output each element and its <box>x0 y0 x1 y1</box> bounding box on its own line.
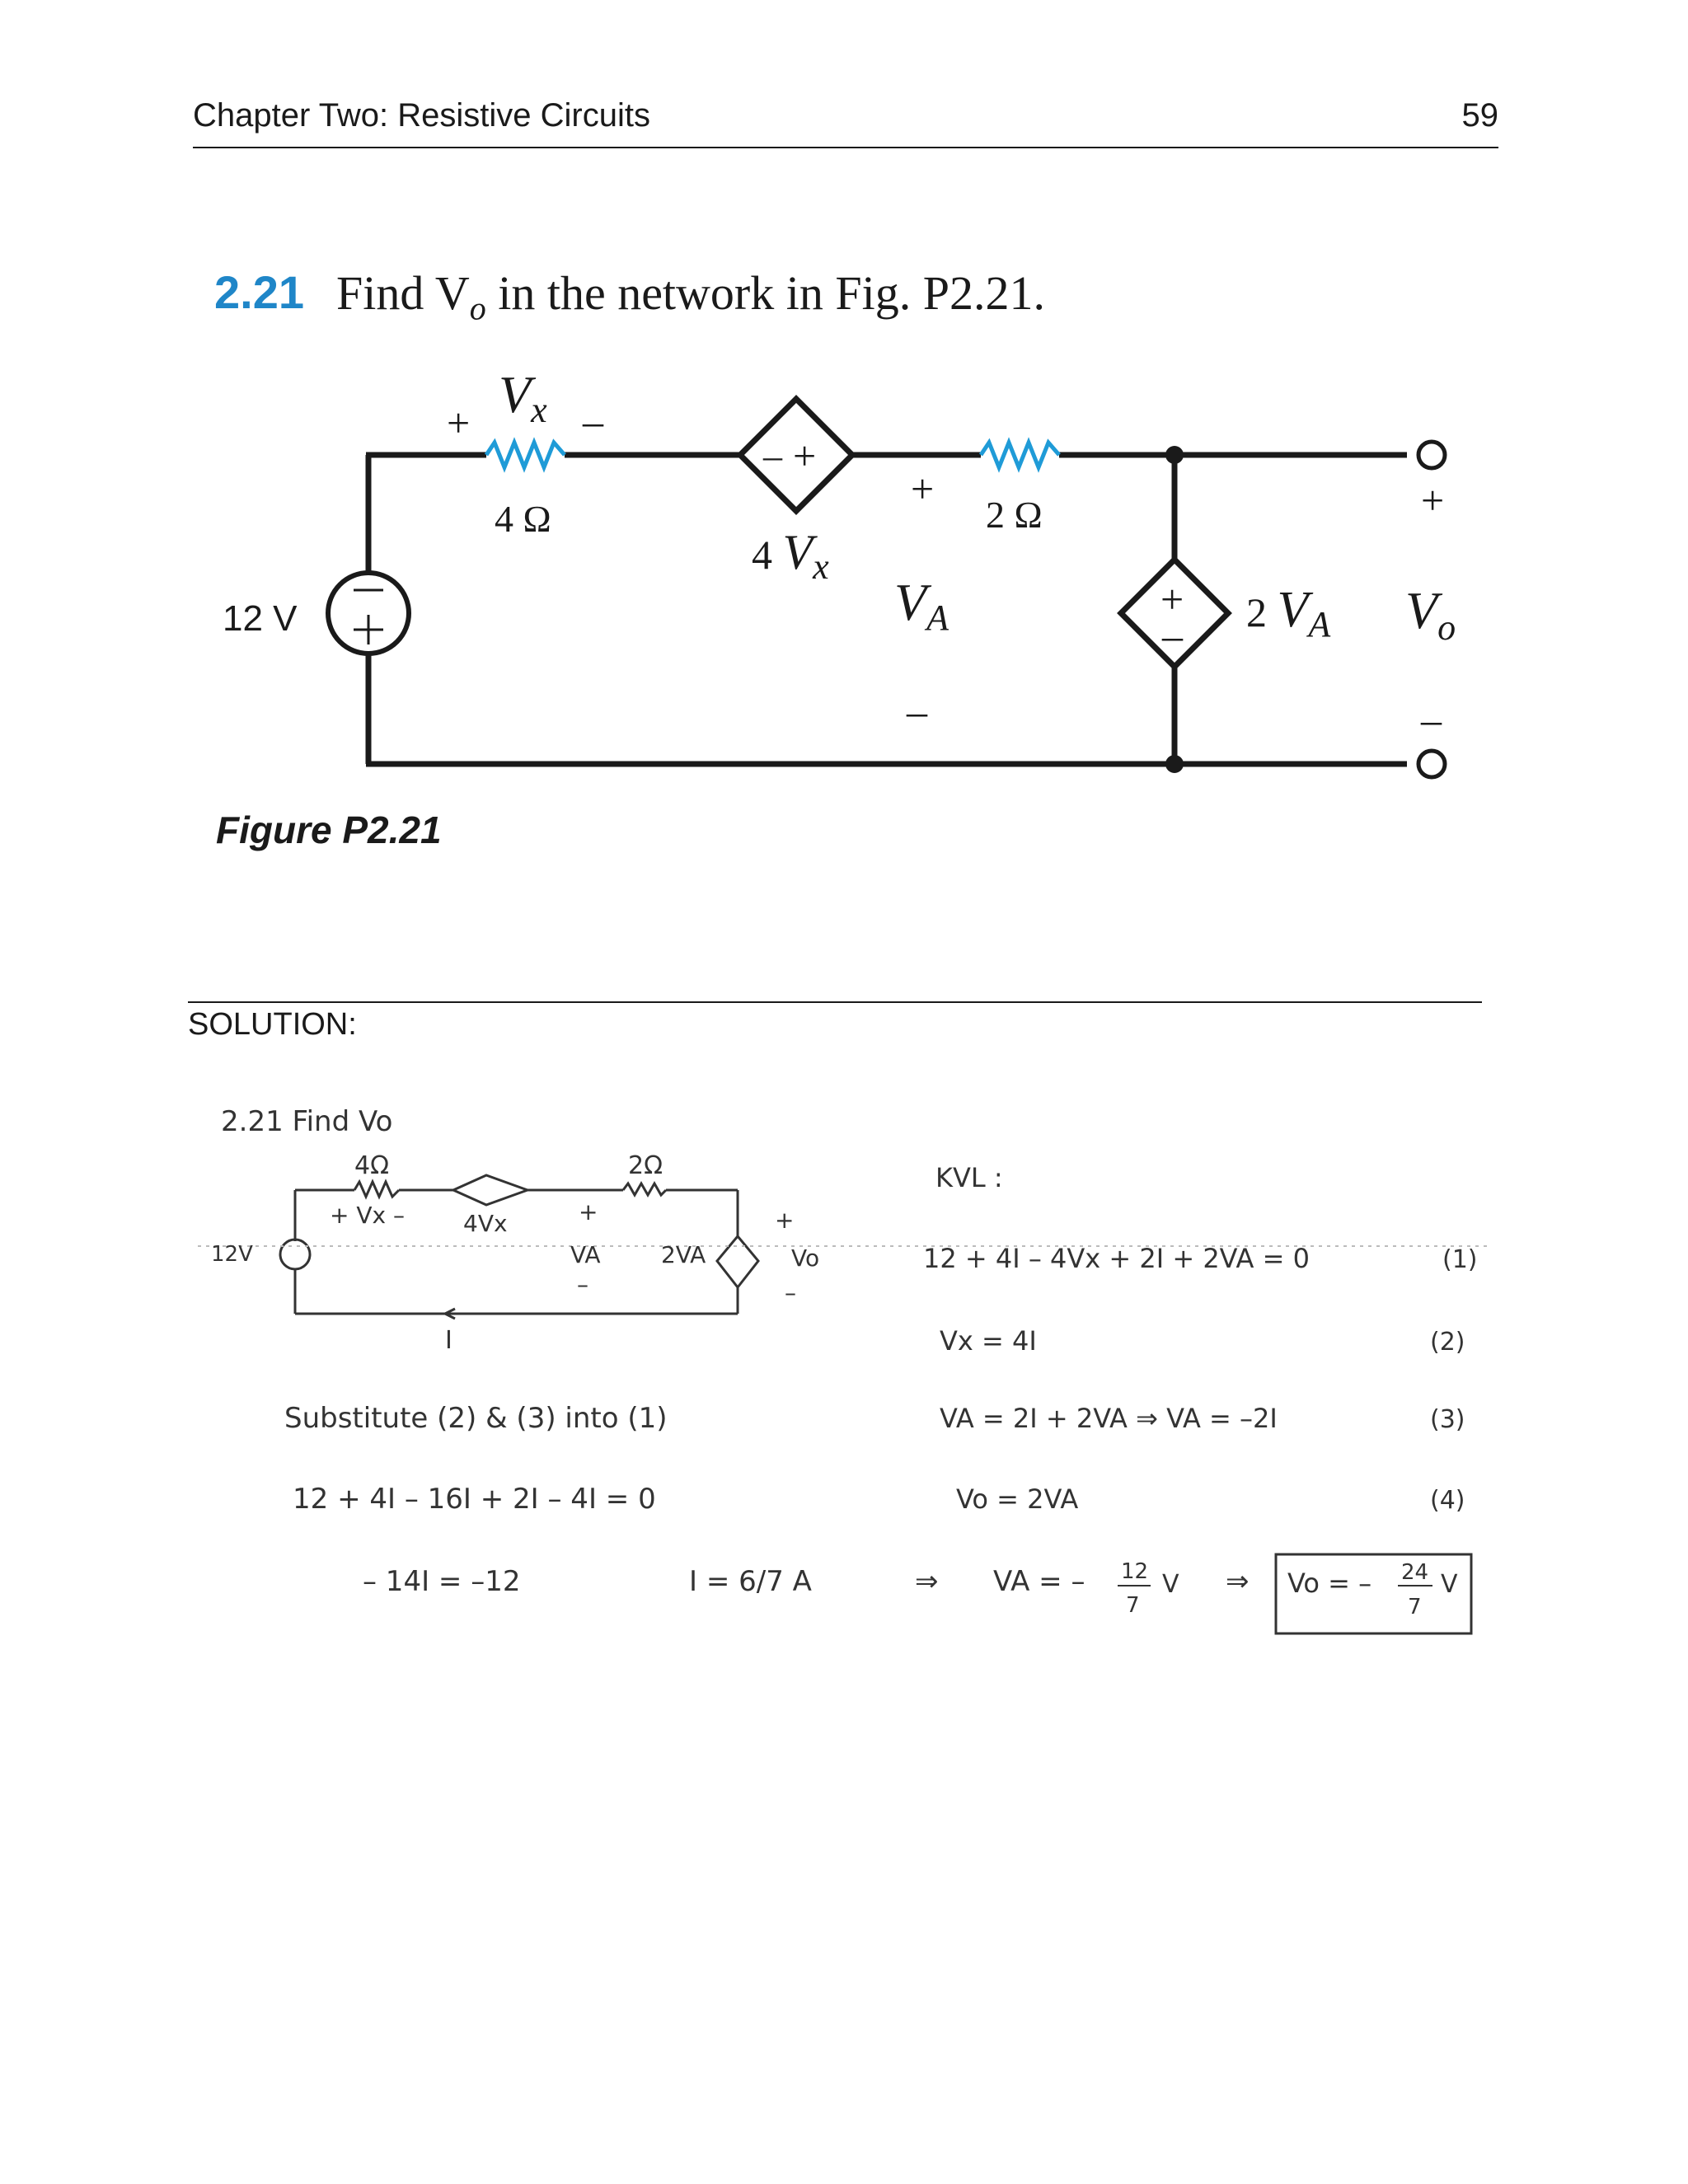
vx-label: Vx <box>499 365 547 430</box>
solution-label: SOLUTION: <box>188 1007 357 1042</box>
final-answer-prefix: Vo = – <box>1287 1568 1372 1599</box>
arrow-2: ⇒ <box>1226 1565 1250 1598</box>
resistor2-value: 2 Ω <box>986 494 1043 536</box>
va-result-numerator: 12 <box>1121 1559 1149 1584</box>
sketch-r1: 4Ω <box>354 1151 390 1180</box>
terminal-top <box>1418 442 1445 468</box>
resistor-4-ohm <box>486 443 565 467</box>
node-bottom <box>1165 755 1184 773</box>
figure-caption: Figure P2.21 <box>216 808 442 851</box>
resistor1-value: 4 Ω <box>495 498 551 540</box>
final-answer-denominator: 7 <box>1408 1595 1422 1619</box>
vo-label: $V_o$ <box>1405 581 1456 648</box>
work-line-2: – 14I = –12 <box>363 1565 521 1598</box>
va-label: VA <box>894 573 949 638</box>
node-top <box>1165 446 1184 464</box>
va-minus: – <box>907 688 927 734</box>
current-result: I = 6/7 A <box>689 1565 812 1598</box>
va-result-prefix: VA = – <box>993 1565 1085 1598</box>
vx-plus: + <box>447 400 471 446</box>
dep2-sign-top: + <box>1160 576 1184 622</box>
dep2-sign-bottom: – <box>1162 612 1183 658</box>
sketch-source: 12V <box>211 1242 253 1267</box>
vo-minus: – <box>1421 696 1442 743</box>
substitute-note: Substitute (2) & (3) into (1) <box>284 1402 668 1435</box>
sketch-dep2: 2VA <box>661 1241 706 1268</box>
sketch-vo-plus: + <box>775 1207 795 1234</box>
work-line-1: 12 + 4I – 16I + 2I – 4I = 0 <box>293 1483 656 1516</box>
sketch-va-minus: – <box>577 1271 588 1298</box>
terminal-bottom <box>1418 751 1445 777</box>
circuit-diagram <box>0 0 1688 824</box>
sketch-r2: 2Ω <box>628 1151 663 1180</box>
equation-3-num: (3) <box>1430 1405 1465 1434</box>
equation-2-num: (2) <box>1430 1328 1465 1357</box>
page-number: 59 <box>1461 97 1498 134</box>
problem-number: 2.21 <box>214 266 304 318</box>
chapter-title: Chapter Two: Resistive Circuits <box>193 97 650 134</box>
sketch-dep1: 4Vx <box>463 1210 508 1237</box>
equation-4: Vo = 2VA <box>956 1483 1079 1515</box>
vo-plus: + <box>1421 477 1445 523</box>
va-result-denominator: 7 <box>1126 1593 1140 1618</box>
equation-4-num: (4) <box>1430 1486 1465 1515</box>
handwritten-solution <box>0 1071 1688 1698</box>
resistor-2-ohm <box>981 443 1059 467</box>
equation-1: 12 + 4I – 4Vx + 2I + 2VA = 0 <box>923 1243 1310 1274</box>
equation-1-num: (1) <box>1442 1245 1478 1274</box>
arrow-1: ⇒ <box>915 1565 939 1598</box>
kvl-label: KVL : <box>935 1162 1003 1193</box>
dep2-label: 2 VA <box>1246 582 1331 644</box>
va-plus: + <box>911 466 935 512</box>
problem-text-after: in the network in Fig. P2.21. <box>485 266 1045 320</box>
sketch-current: I <box>445 1326 452 1355</box>
dep1-label: 4 Vx <box>752 525 829 587</box>
sketch-va: VA <box>570 1241 601 1268</box>
sketch-va-plus: + <box>579 1198 598 1226</box>
sketch-vx: + Vx – <box>330 1202 405 1229</box>
equation-2: Vx = 4I <box>940 1325 1037 1357</box>
dep1-sign-left: – <box>763 434 782 476</box>
vx-minus: – <box>583 398 603 444</box>
va-result-unit: V <box>1162 1570 1179 1599</box>
solution-rule <box>188 1001 1482 1003</box>
source-label: 12 V <box>223 598 298 639</box>
dep1-sign-right: + <box>793 433 817 479</box>
sketch-vo: Vo <box>791 1244 820 1272</box>
sketch-title: 2.21 Find Vo <box>221 1105 393 1138</box>
problem-text-before: Find V <box>336 266 470 320</box>
equation-3: VA = 2I + 2VA ⇒ VA = –2I <box>940 1403 1278 1434</box>
final-answer-unit: V <box>1441 1570 1458 1599</box>
final-answer-numerator: 24 <box>1401 1560 1429 1585</box>
problem-subscript: o <box>469 289 486 327</box>
sketch-vo-minus: – <box>785 1279 796 1306</box>
